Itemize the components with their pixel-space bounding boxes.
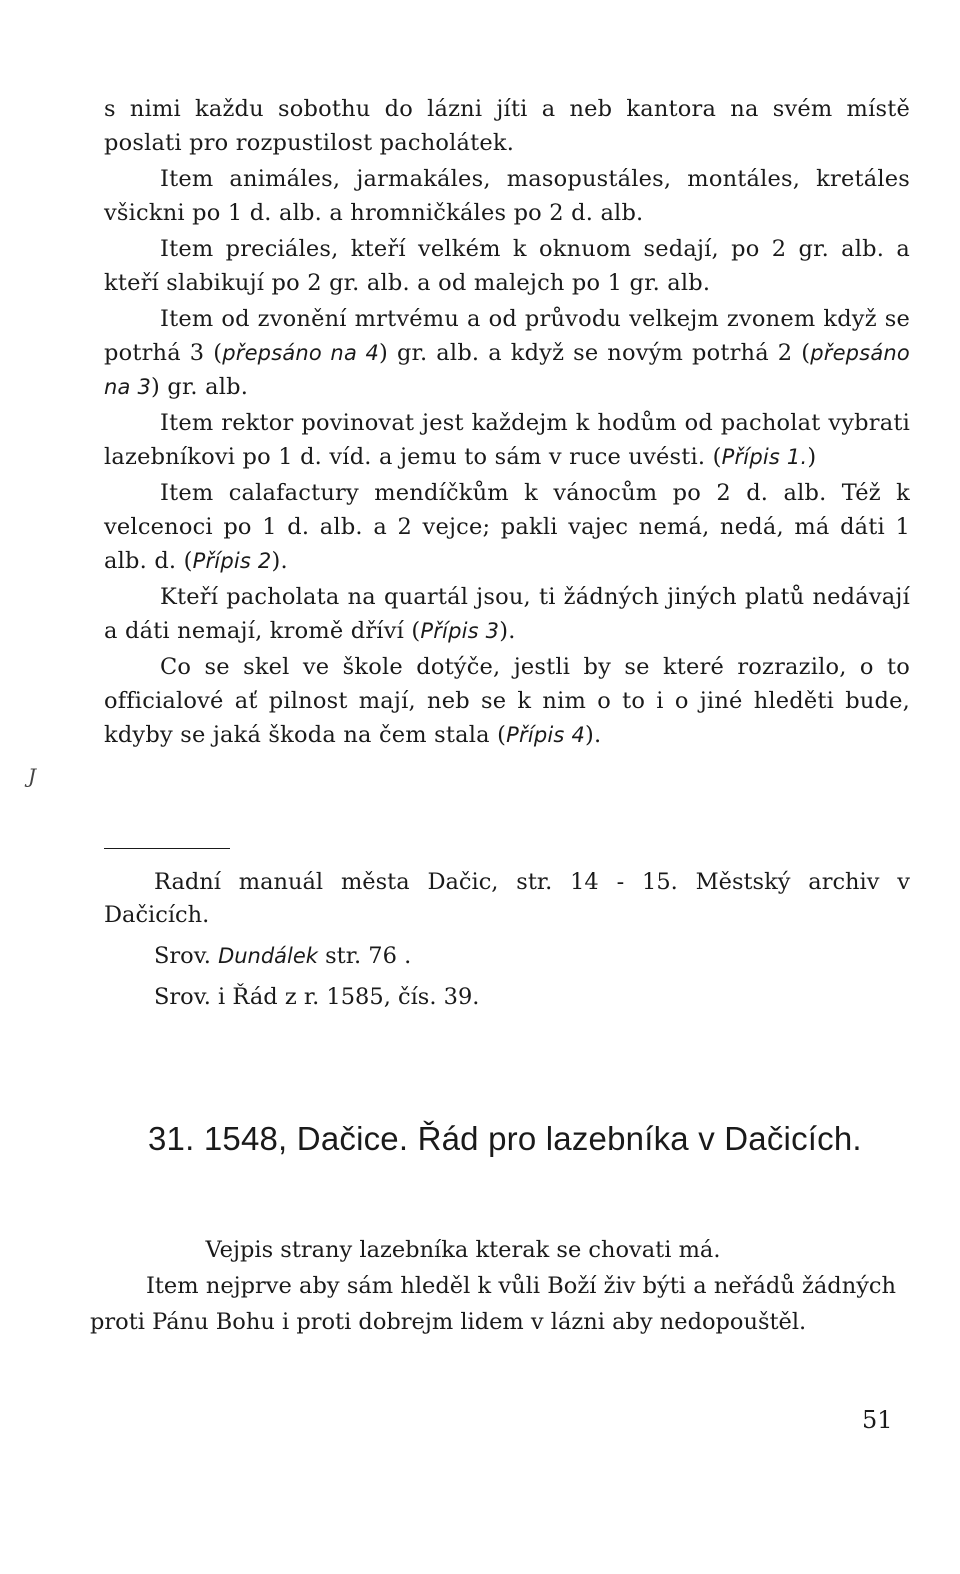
section-paragraph: Item nejprve aby sám hleděl k vůli Boží živ býti a neřádů žádných proti Pánu Bohu i proti dobrejm lidem v lázni aby nedopouštěl. xyxy=(90,1273,896,1335)
paragraph-6 xyxy=(104,476,910,578)
italic-note: přepsáno na 3 xyxy=(104,341,910,399)
italic-note: Dundálek xyxy=(218,944,318,968)
text-run: ). xyxy=(499,618,516,644)
text-run: Item rektor povinovat jest každejm k hodům od pacholat vybrati lazebníkovi po 1 d. víd. a jemu to sám v ruce uvésti. ( xyxy=(104,410,910,470)
source-note: Radní manuál města Dačic, str. 14 - 15. Městský archiv v Dačicích. xyxy=(104,869,910,928)
text-run: str. 76 . xyxy=(317,943,412,969)
paragraph-2: Item animáles, jarmakáles, masopustáles, montáles, kretáles všickni po 1 d. alb. a hromničkáles po 2 d. alb. xyxy=(104,166,910,226)
paragraph-8 xyxy=(104,650,910,752)
text-run: Item calafactury mendíčkům k vánocům po 2 d. alb. Též k velcenoci po 1 d. alb. a 2 vejce; pakli vajec nemá, nedá, má dáti 1 alb. d. ( xyxy=(104,480,910,574)
section-subtitle: Vejpis strany lazebníka kterak se chovati má. xyxy=(205,1237,721,1263)
paragraph-3: Item preciáles, kteří velkém k oknuom sedají, po 2 gr. alb. a kteří slabikují po 2 gr. alb. a od malejch po 1 gr. alb. xyxy=(104,236,910,296)
section-text xyxy=(90,1232,896,1340)
italic-note: Přípis 1. xyxy=(721,445,808,469)
text-run: Kteří pacholata na quartál jsou, ti žádných jiných platů nedávají a dáti nemají, kromě dříví ( xyxy=(104,584,910,644)
text-run: Co se skel ve škole dotýče, jestli by se které rozrazilo, o to officialové ať pilnost mají, neb se k nim o to i o jiné hleděti bude, kdyby se jaká škoda na čem stala ( xyxy=(104,654,910,748)
italic-note: přepsáno na 4 xyxy=(222,341,380,365)
reference-note-1 xyxy=(104,940,910,973)
paragraph-1: s nimi každu sobothu do lázni jíti a neb kantora na svém místě poslati pro rozpustilost pacholátek. xyxy=(104,96,910,156)
main-text xyxy=(104,92,910,754)
text-run: Item od zvonění mrtvému a od průvodu velkejm zvonem když se potrhá 3 ( xyxy=(104,306,910,366)
margin-mark: J xyxy=(28,764,37,788)
text-run: ) xyxy=(807,444,817,470)
footnotes xyxy=(104,866,910,1022)
text-run: ) gr. alb. xyxy=(151,374,249,400)
footnote-divider xyxy=(104,848,230,849)
section-heading: 31. 1548, Dačice. Řád pro lazebníka v Dačicích. xyxy=(148,1120,862,1157)
paragraph-5 xyxy=(104,406,910,474)
text-run: ) gr. alb. a když se novým potrhá 2 ( xyxy=(379,340,811,366)
paragraph-4 xyxy=(104,302,910,404)
text-run: ). xyxy=(585,722,602,748)
italic-note: Přípis 4 xyxy=(506,723,585,747)
text-run: ). xyxy=(271,548,288,574)
reference-note-2: Srov. i Řád z r. 1585, čís. 39. xyxy=(154,984,480,1010)
text-run: Srov. xyxy=(154,943,219,969)
italic-note: Přípis 3 xyxy=(420,619,500,643)
page-number: 51 xyxy=(862,1406,893,1434)
italic-note: Přípis 2 xyxy=(192,549,272,573)
paragraph-7 xyxy=(104,580,910,648)
